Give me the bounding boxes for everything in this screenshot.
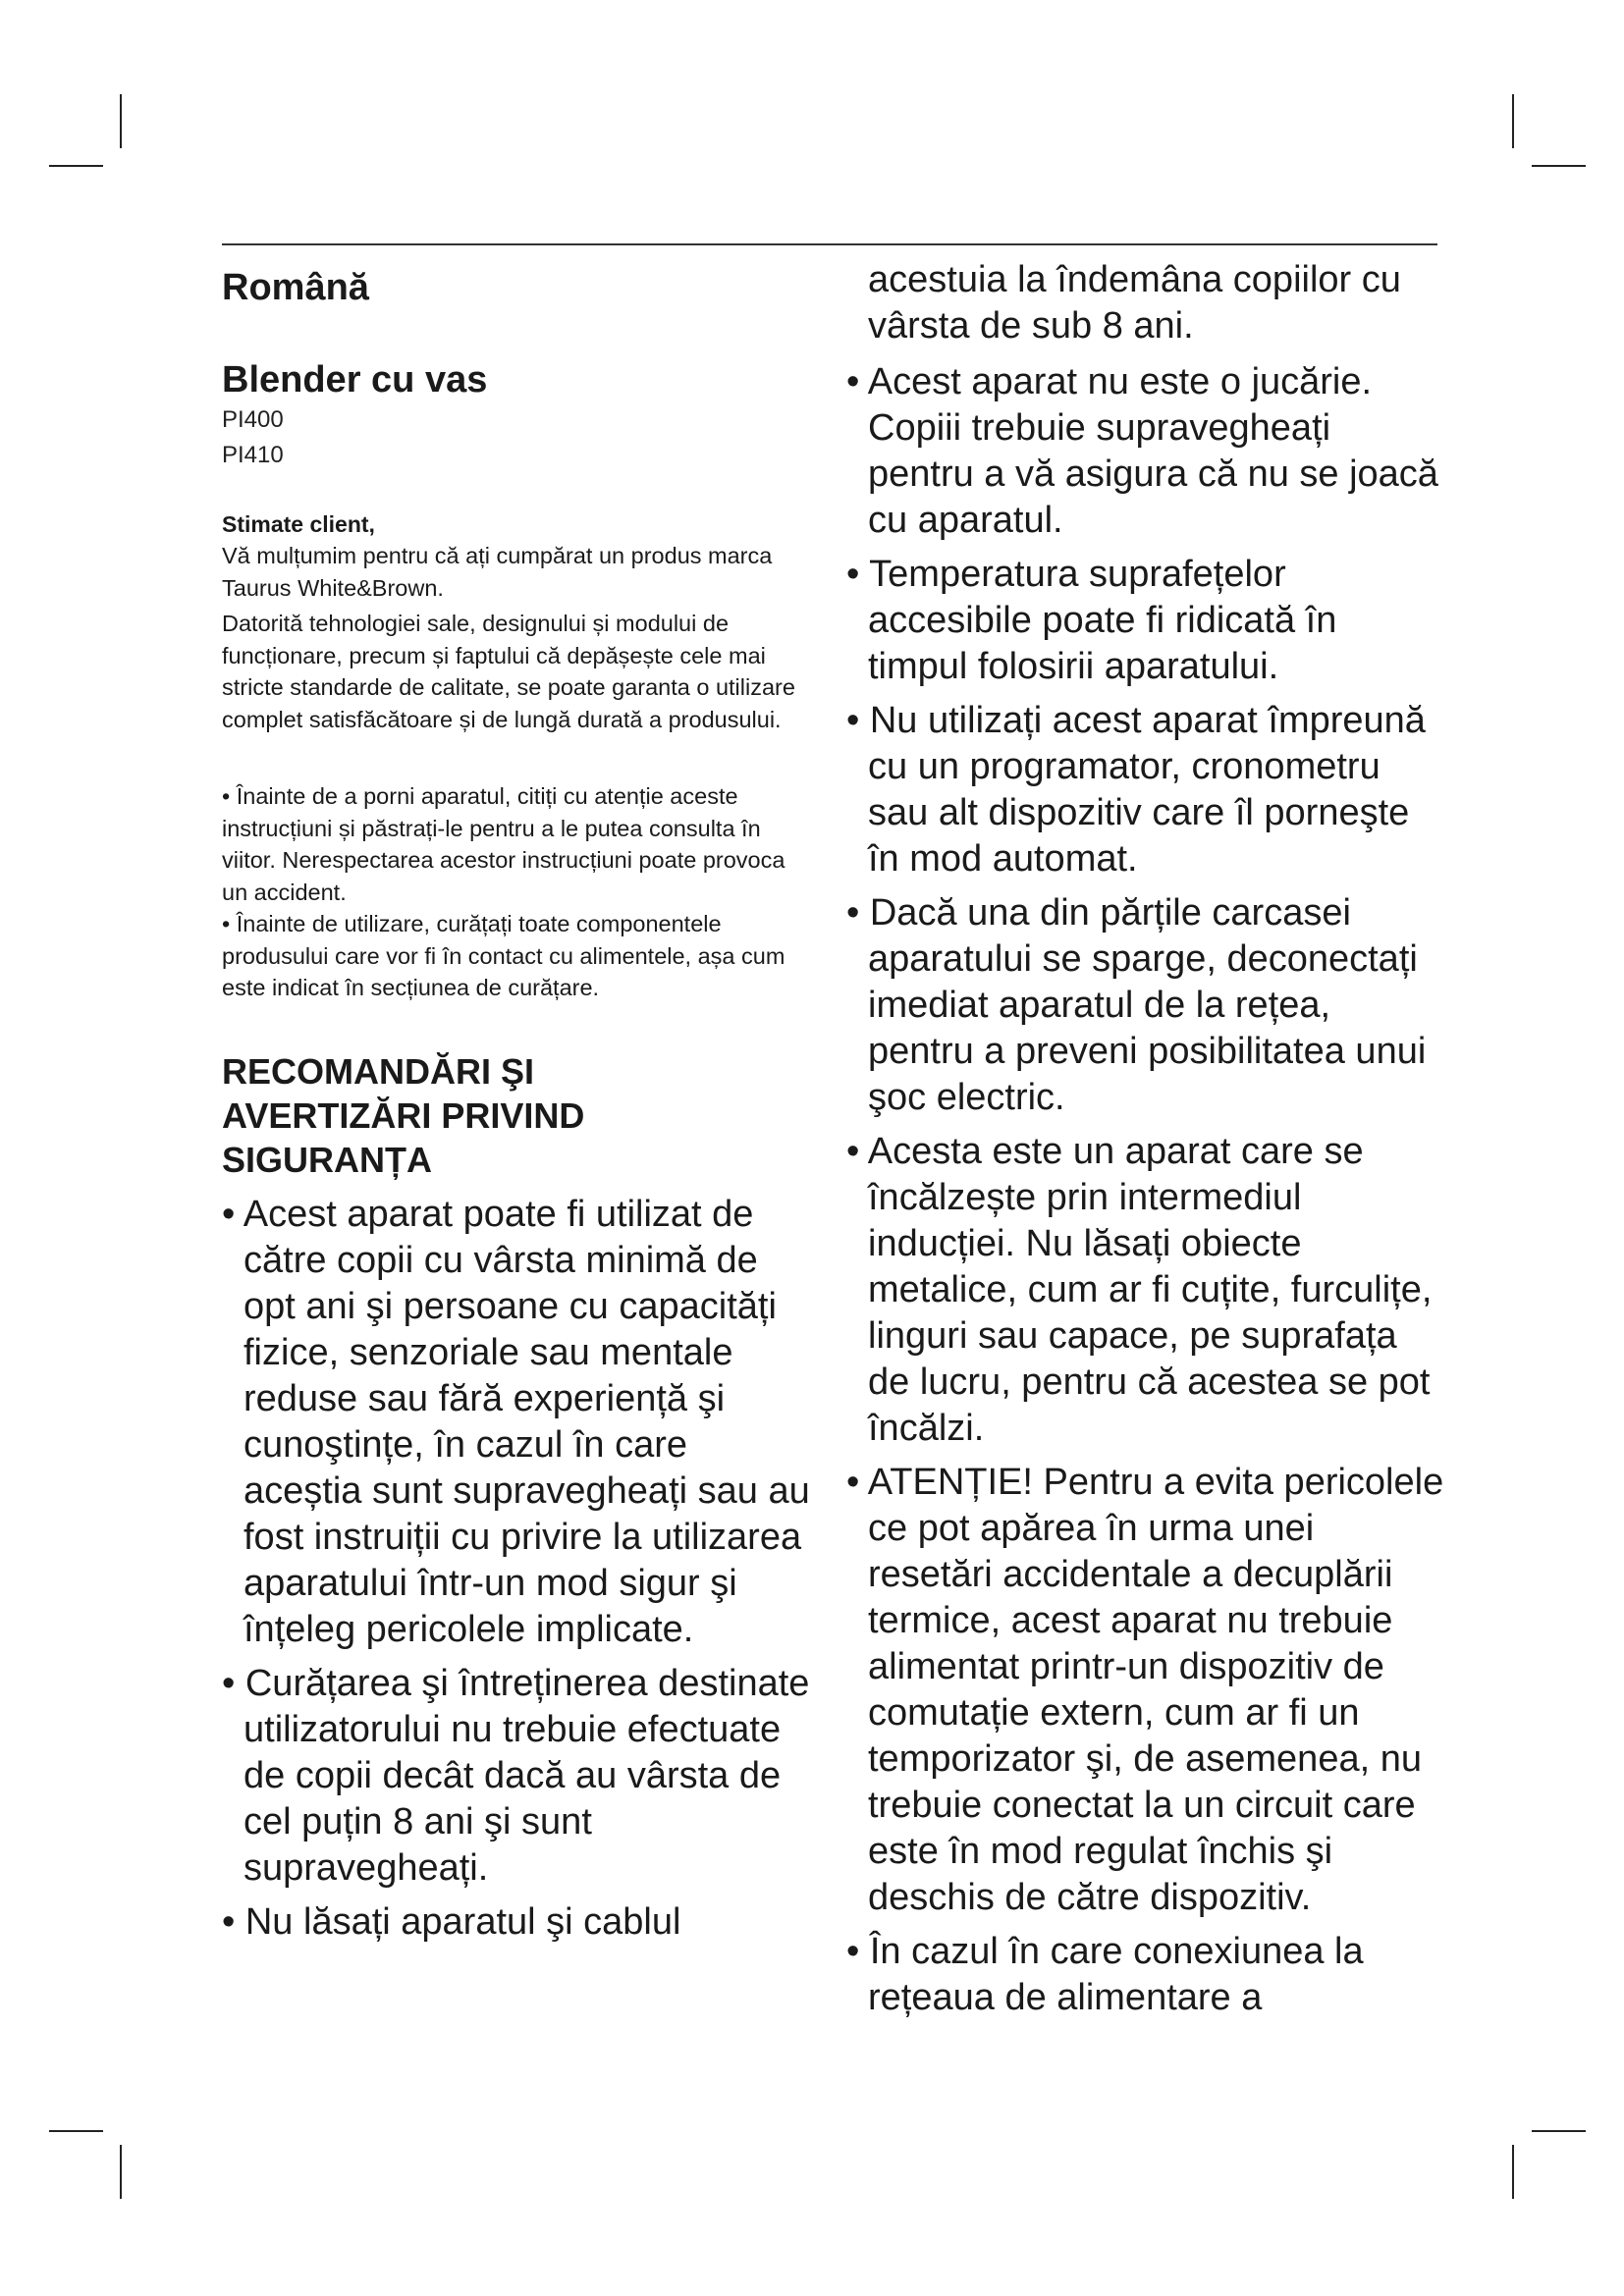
header-rule <box>222 243 1437 245</box>
safety-bullet: • Nu lăsați aparatul şi cablul <box>222 1900 681 1943</box>
safety-bullet: • Dacă una din părțile carcasei aparatului se sparge, deconectați imediat aparatul de la rețea, pentru a preveni posibilitatea unui şoc electric. <box>846 892 1427 1118</box>
intro-bullet: • Înainte de a porni aparatul, citiți cu atenție aceste instrucțiuni și păstrați-le pentru a le putea consulta în viitor. Nerespectarea acestor instrucțiuni poate provoca un accident. <box>222 783 785 905</box>
crop-mark-top-right-v <box>1512 94 1514 148</box>
intro-paragraph: Vă mulțumim pentru că ați cumpărat un produs marca Taurus White&Brown. <box>222 543 773 601</box>
crop-mark-bottom-right-h <box>1532 2130 1586 2132</box>
crop-mark-top-left-v <box>120 94 122 148</box>
safety-bullet: • Acesta este un aparat care se încălzește prin intermediul inducției. Nu lăsați obiecte metalice, cum ar fi cuțite, furculițe, linguri sau capace, pe suprafața de lucru, pentru că acestea se pot încălzi. <box>846 1131 1433 1449</box>
salutation: Stimate client, <box>222 511 375 537</box>
safety-bullet: • ATENȚIE! Pentru a evita pericolele ce pot apărea în urma unei resetări accidentale a decuplării termice, acest aparat nu trebuie alimentat printr-un dispozitiv de comutație extern, cum ar fi un temporizator şi, de asemenea, nu trebuie conectat la un circuit care este în mod regulat închis şi deschis de către dispozitiv. <box>846 1462 1444 1918</box>
crop-mark-bottom-right-v <box>1512 2145 1514 2199</box>
safety-bullet: • Acest aparat nu este o jucărie. Copiii trebuie supravegheați pentru a vă asigura că nu se joacă cu aparatul. <box>846 361 1438 541</box>
safety-continuation: acestuia la îndemâna copiilor cu vârsta de sub 8 ani. <box>868 259 1401 347</box>
left-column <box>222 257 811 1946</box>
safety-bullet: • Acest aparat poate fi utilizat de către copii cu vârsta minimă de opt ani şi persoane cu capacități fizice, senzoriale sau mentale reduse sau fără experiență şi cunoştințe, în cazul în care aceștia sunt supravegheați sau au fost instruiții cu privire la utilizarea aparatului într-un mod sigur şi înțeleg pericolele implicate. <box>222 1193 810 1650</box>
crop-mark-bottom-left-h <box>49 2130 103 2132</box>
safety-bullet: • Nu utilizați acest aparat împreună cu un programator, cronometru sau alt dispozitiv care îl porneşte în mod automat. <box>846 700 1426 880</box>
safety-bullets-left <box>222 1192 811 1946</box>
model-number: PI410 <box>222 442 284 468</box>
safety-bullet: • Temperatura suprafețelor accesibile poate fi ridicată în timpul folosirii aparatului. <box>846 554 1337 687</box>
model-number: PI400 <box>222 406 284 433</box>
crop-mark-bottom-left-v <box>120 2145 122 2199</box>
intro-paragraph: Datorită tehnologiei sale, designului și modului de funcționare, precum și faptului că depășește cele mai stricte standarde de calitate, se poate garanta o utilizare complet satisfăcătoare și de lungă durată a produsului. <box>222 611 795 732</box>
safety-bullets-right <box>846 359 1445 2021</box>
safety-bullet: • Curățarea şi întreținerea destinate utilizatorului nu trebuie efectuate de copii decât dacă au vârsta de cel puțin 8 ani şi sunt supravegheați. <box>222 1662 810 1889</box>
right-column <box>846 257 1445 2021</box>
intro-bullets <box>222 780 811 1004</box>
safety-section-title: RECOMANDĂRI ŞI AVERTIZĂRI PRIVIND SIGURANȚA <box>222 1050 585 1180</box>
crop-mark-top-right-h <box>1532 165 1586 167</box>
safety-bullet: • În cazul în care conexiunea la rețeaua de alimentare a <box>846 1931 1364 2018</box>
intro-bullet: • Înainte de utilizare, curățați toate componentele produsului care vor fi în contact cu alimentele, așa cum este indicat în secțiunea de curățare. <box>222 911 785 1000</box>
product-title: Blender cu vas <box>222 359 488 400</box>
crop-mark-top-left-h <box>49 165 103 167</box>
language-heading: Română <box>222 267 369 308</box>
